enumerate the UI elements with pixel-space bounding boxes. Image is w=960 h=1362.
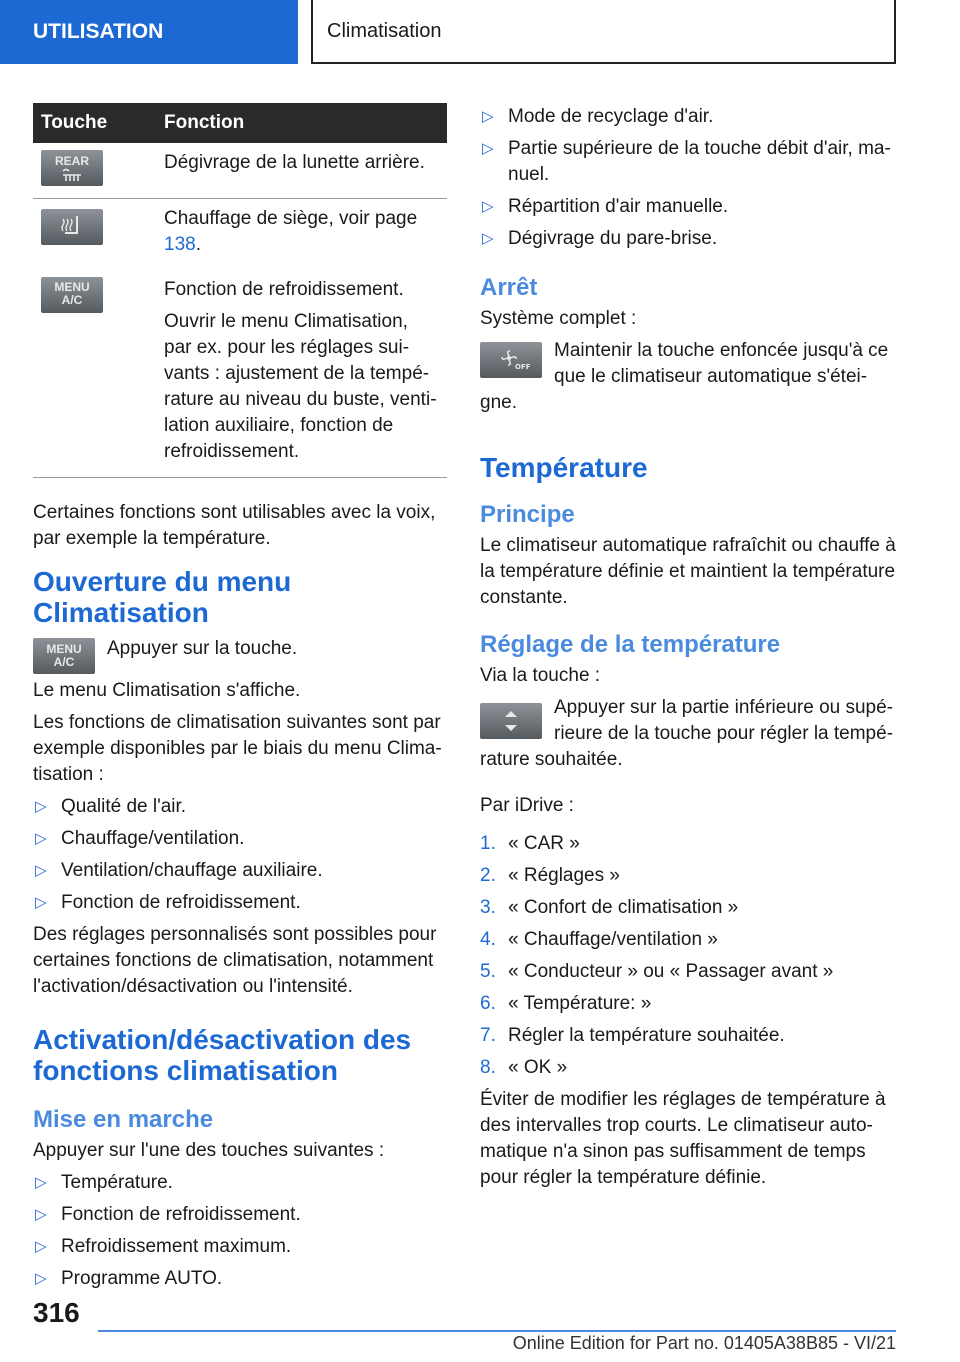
fan-off-icon: [480, 342, 542, 378]
principle-text: Le climatiseur automatique rafraîchit ou chauffe à la température définie et maintient la température constante.: [480, 535, 896, 608]
switch-on-list: [33, 1170, 447, 1292]
table-cell-description: Ouvrir le menu Climatisation, par ex. pour les réglages suivants : ajustement de la température au niveau du buste, ventilation auxiliaire, fonction de refroidissement.: [164, 311, 437, 462]
svg-text:OFF: OFF: [515, 363, 531, 371]
list-item: ▷ Refroidissement maximum.: [35, 1236, 292, 1257]
heading-open-menu: Ouverture du menu Climatisation: [33, 566, 292, 628]
key-label: A/C: [61, 293, 83, 307]
list-item: 6. « Température: »: [480, 993, 652, 1014]
key-label: MENU: [54, 280, 90, 294]
via-key-text: Via la touche :: [480, 665, 601, 686]
menu-shown-text: Le menu Climatisation s'affiche.: [33, 680, 301, 701]
via-idrive-text: Par iDrive :: [480, 795, 574, 816]
list-item: ▷ Mode de recyclage d'air.: [482, 106, 714, 127]
list-item: 5. « Conducteur » ou « Passager avant »: [480, 961, 834, 982]
list-item: ▷ Programme AUTO.: [35, 1268, 223, 1289]
col-header-function: Fonction: [156, 103, 447, 143]
list-item: ▷ Qualité de l'air.: [35, 796, 187, 817]
chapter-title: Climatisation: [311, 0, 896, 64]
left-column: [33, 100, 447, 1298]
page-number: 316: [33, 1297, 80, 1328]
avoid-text: Éviter de modifier les réglages de température à des intervalles trop courts. Le climatiseur automatique n'a sinon pas suffisamment de temps pour régler la température définie.: [480, 1089, 886, 1188]
list-item: 2. « Réglages »: [480, 865, 620, 886]
menu-ac-icon: [41, 277, 103, 313]
list-item: ▷ Dégivrage du pare-brise.: [482, 228, 718, 249]
rear-window-defrost-icon: [41, 150, 103, 186]
temperature-rocker-icon: [480, 703, 542, 739]
continued-list: [480, 104, 896, 252]
list-item: ▷ Fonction de refroidissement.: [35, 892, 301, 913]
table-cell-function: Chauffage de siège, voir page 138.: [164, 208, 418, 255]
list-item: ▷ Température.: [35, 1172, 173, 1193]
menu-press-text: Appuyer sur la touche.: [107, 638, 298, 659]
switch-off-desc: Système complet :: [480, 308, 637, 329]
right-column: [480, 104, 896, 1197]
list-item: ▷ Ventilation/chauffage auxiliaire.: [35, 860, 323, 881]
table-row: [33, 270, 447, 478]
seat-heating-icon: [41, 209, 103, 245]
list-item: 3. « Confort de climatisation »: [480, 897, 739, 918]
heading-activation: Activation/désactivation des fonctions climatisation: [33, 1024, 412, 1086]
list-item: ▷ Chauffage/ventilation.: [35, 828, 245, 849]
heading-temperature-setting: Réglage de la température: [480, 631, 781, 658]
key-label: MENU: [46, 642, 82, 656]
heading-principle: Principe: [480, 501, 575, 528]
menu-desc-text: Les fonctions de climatisation suivantes sont par exemple disponibles par le biais du menu Climatisation :: [33, 712, 442, 785]
page-link[interactable]: 138: [164, 234, 196, 255]
key-function-table: [33, 103, 447, 478]
key-label: A/C: [53, 655, 75, 669]
key-label: REAR: [54, 154, 89, 168]
personal-settings-text: Des réglages personnalisés sont possibles pour certaines fonctions de climatisation, notamment l'activation/désactivation ou l'intensité.: [33, 924, 437, 997]
list-item: ▷ Répartition d'air manuelle.: [482, 196, 729, 217]
list-item: 4. « Chauffage/ventilation »: [480, 929, 718, 950]
list-item: 7. Régler la température souhaitée.: [480, 1025, 785, 1046]
list-item: ▷ Partie supérieure de la touche débit d'air, manuel.: [482, 138, 891, 185]
footer-divider: [98, 1330, 896, 1332]
switch-off-text: Maintenir la touche enfoncée jusqu'à ce que le climatiseur automatique s'éteigne.: [480, 340, 889, 413]
heading-switch-on: Mise en marche: [33, 1106, 214, 1133]
heading-temperature: Température: [480, 452, 648, 483]
menu-function-list: [33, 794, 447, 916]
table-row: [33, 199, 447, 271]
switch-on-text: Appuyer sur l'une des touches suivantes :: [33, 1140, 385, 1161]
heading-switch-off: Arrêt: [480, 274, 538, 301]
via-key-desc: Appuyer sur la partie inférieure ou supérieure de la touche pour régler la température souhaitée.: [480, 697, 894, 770]
list-item: 8. « OK »: [480, 1057, 568, 1078]
col-header-key: Touche: [33, 103, 156, 143]
table-cell-function: Fonction de refroidissement.: [164, 279, 404, 300]
menu-ac-icon: [33, 638, 95, 674]
list-item: 1. « CAR »: [480, 833, 580, 854]
table-row: [33, 143, 447, 199]
idrive-steps: [480, 831, 896, 1081]
footer-edition: Online Edition for Part no. 01405A38B85 - VI/21: [512, 1333, 896, 1353]
table-cell-function: Dégivrage de la lunette arrière.: [156, 143, 447, 199]
intro-text: Certaines fonctions sont utilisables avec la voix, par exemple la température.: [33, 502, 436, 549]
list-item: ▷ Fonction de refroidissement.: [35, 1204, 301, 1225]
section-tab: UTILISATION: [0, 0, 298, 64]
